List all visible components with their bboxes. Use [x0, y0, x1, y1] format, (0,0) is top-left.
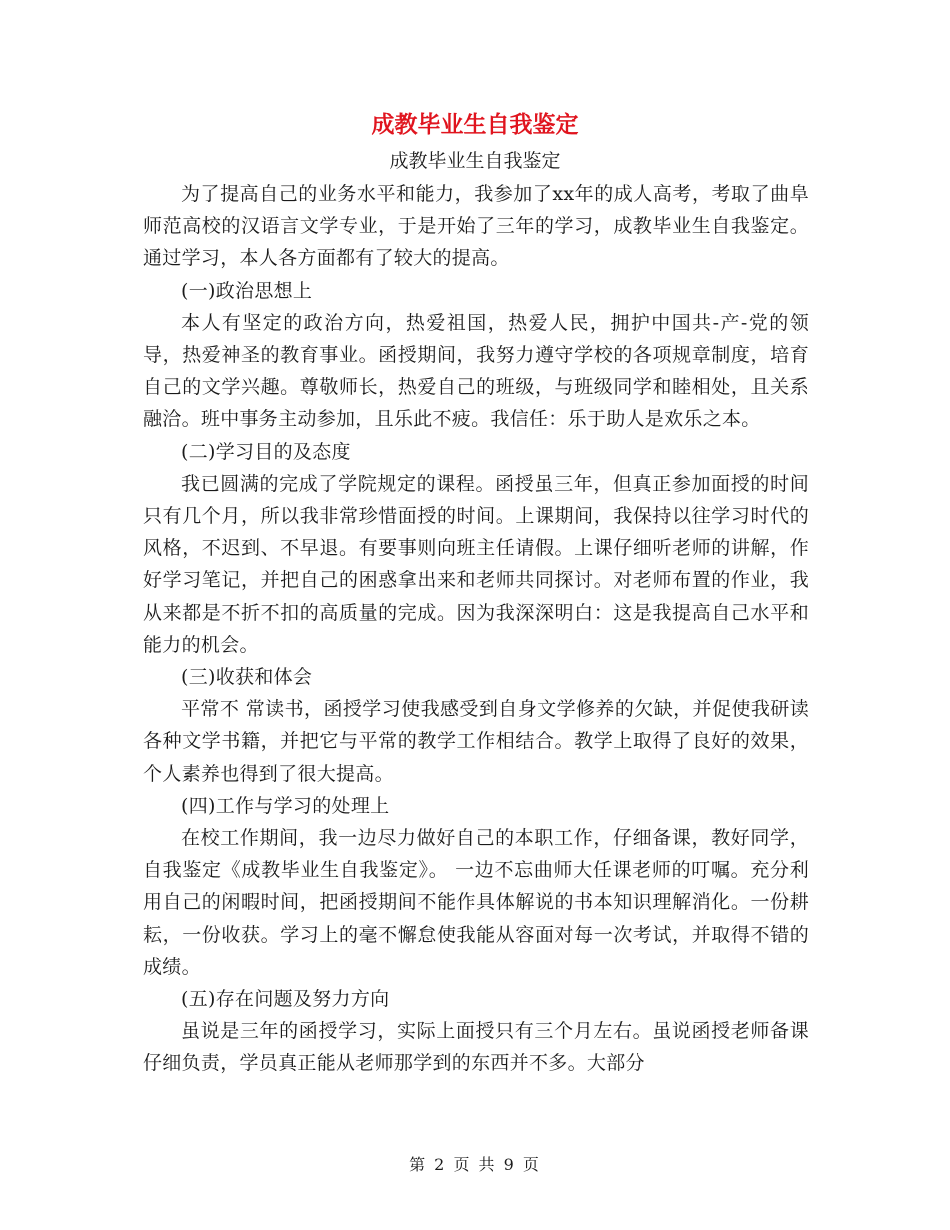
- section-heading-work-study: (四)工作与学习的处理上: [181, 794, 390, 817]
- section-heading-study-attitude: (二)学习目的及态度: [181, 440, 351, 463]
- section-heading-problems: (五)存在问题及努力方向: [181, 988, 390, 1011]
- document-body: [143, 178, 809, 1080]
- document-title: 成教毕业生自我鉴定: [371, 111, 579, 138]
- paragraph-gains: 平常不 常读书，函授学习使我感受到自身文学修养的欠缺，并促使我研读各种文学书籍，并把它与平常的教学工作相结合。教学上取得了良好的效果，个人素养也得到了很大提高。: [143, 698, 809, 785]
- section-heading-political: (一)政治思想上: [181, 279, 313, 302]
- paragraph-work-study: 在校工作期间，我一边尽力做好自己的本职工作，仔细备课，教好同学，自我鉴定《成教毕业生自我鉴定》。 一边不忘曲师大任课老师的叮嘱。充分利用自己的闲暇时间，把函授期间不能作具体解说的书本知识理解消化。一份耕耘，一份收获。学习上的毫不懈怠使我能从容面对每一次考试，并取得不错的成绩。: [143, 827, 809, 978]
- paragraph-political: 本人有坚定的政治方向，热爱祖国，热爱人民，拥护中国共-产-党的领导，热爱神圣的教育事业。函授期间，我努力遵守学校的各项规章制度，培育自己的文学兴趣。尊敬师长，热爱自己的班级，与班级同学和睦相处，且关系融洽。班中事务主动参加，且乐此不疲。我信任：乐于助人是欢乐之本。: [143, 311, 809, 431]
- paragraph-study-attitude: 我已圆满的完成了学院规定的课程。函授虽三年，但真正参加面授的时间只有几个月，所以我非常珍惜面授的时间。上课期间，我保持以往学习时代的风格，不迟到、不早退。有要事则向班主任请假。上课仔细听老师的讲解，作好学习笔记，并把自己的困惑拿出来和老师共同探讨。对老师布置的作业，我从来都是不折不扣的高质量的完成。因为我深深明白：这是我提高自己水平和能力的机会。: [143, 472, 809, 656]
- document-subtitle: 成教毕业生自我鉴定: [389, 150, 561, 172]
- paragraph-problems: 虽说是三年的函授学习，实际上面授只有三个月左右。虽说函授老师备课仔细负责，学员真正能从老师那学到的东西并不多。大部分: [143, 1020, 809, 1075]
- section-heading-gains: (三)收获和体会: [181, 666, 313, 689]
- paragraph-intro: 为了提高自己的业务水平和能力，我参加了xx年的成人高考，考取了曲阜师范高校的汉语言文学专业，于是开始了三年的学习，成教毕业生自我鉴定。通过学习，本人各方面都有了较大的提高。: [143, 183, 809, 270]
- page-number-footer: 第 2 页 共 9 页: [409, 1155, 541, 1174]
